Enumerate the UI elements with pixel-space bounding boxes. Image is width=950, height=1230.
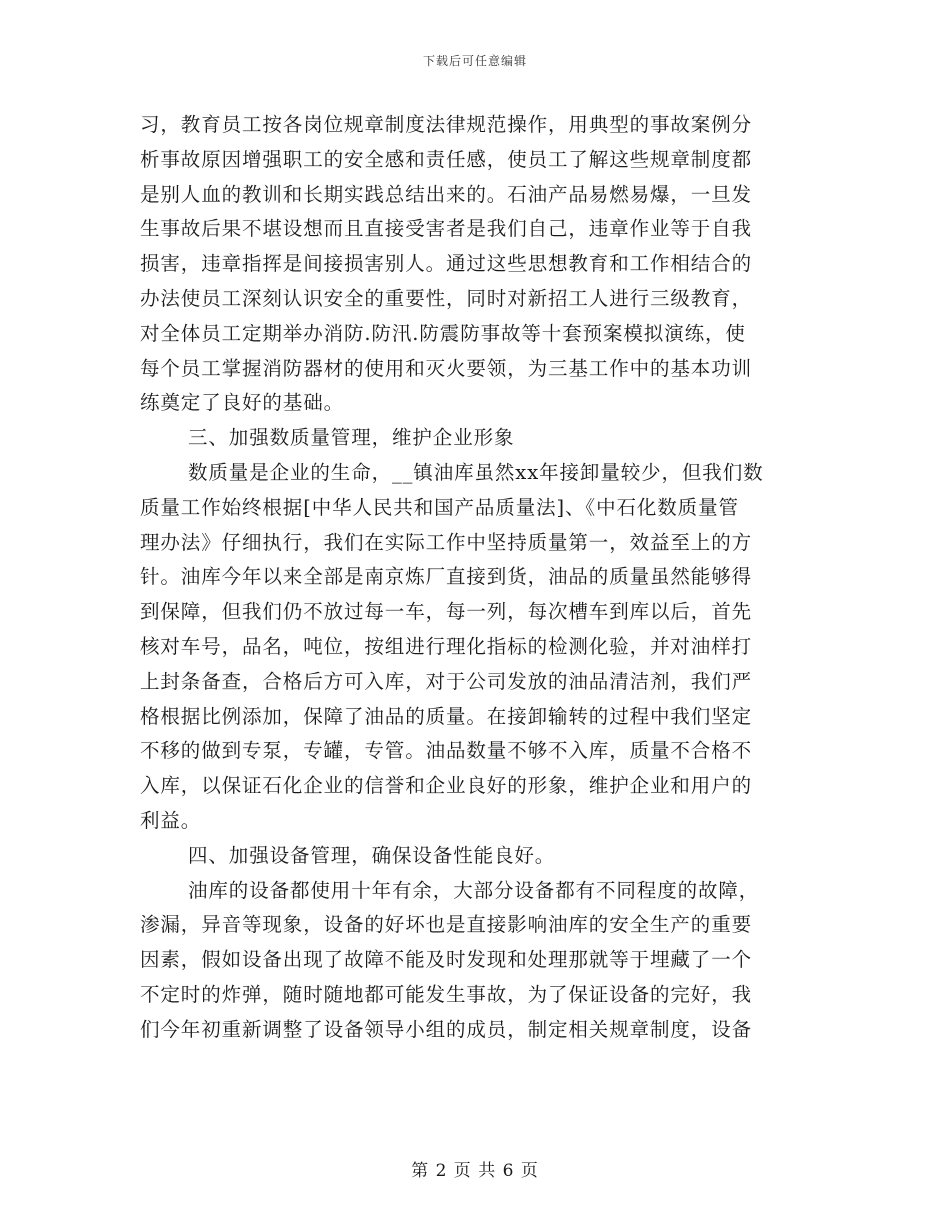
text-line: 办法使员工深刻认识安全的重要性，同时对新招工人进行三级教育， xyxy=(140,286,753,310)
text-line: 格根据比例添加，保障了油品的质量。在接卸输转的过程中我们坚定 xyxy=(140,704,753,728)
text-line: 数质量是企业的生命，__镇油库虽然xx年接卸量较少，但我们数 xyxy=(188,460,764,484)
text-line: 核对车号，品名，吨位，按组进行理化指标的检测化验，并对油样打 xyxy=(140,634,753,658)
text-line: 渗漏，异音等现象，设备的好坏也是直接影响油库的安全生产的重要 xyxy=(140,913,753,937)
text-line: 是别人血的教训和长期实践总结出来的。石油产品易燃易爆，一旦发 xyxy=(140,182,753,206)
text-line: 上封条备查，合格后方可入库，对于公司发放的油品清洁剂，我们严 xyxy=(140,669,753,693)
page-header: 下载后可任意编辑 xyxy=(422,54,527,68)
text-line: 不移的做到专泵，专罐，专管。油品数量不够不入库，质量不合格不 xyxy=(140,739,753,763)
text-line: 油库的设备都使用十年有余，大部分设备都有不同程度的故障， xyxy=(188,878,760,902)
text-line: 生事故后果不堪设想而且直接受害者是我们自己，违章作业等于自我 xyxy=(140,217,753,241)
text-line: 理办法》仔细执行，我们在实际工作中坚持质量第一，效益至上的方 xyxy=(140,530,753,554)
text-line: 因素，假如设备出现了故障不能及时发现和处理那就等于埋藏了一个 xyxy=(140,948,753,972)
text-line: 析事故原因增强职工的安全感和责任感，使员工了解这些规章制度都 xyxy=(140,147,753,171)
text-line: 四、加强设备管理，确保设备性能良好。 xyxy=(188,843,556,867)
text-line: 习，教育员工按各岗位规章制度法律规范操作，用典型的事故案例分 xyxy=(140,113,753,136)
text-line: 练奠定了良好的基础。 xyxy=(140,391,345,415)
document-body xyxy=(140,108,800,1048)
text-line: 损害，违章指挥是间接损害别人。通过这些思想教育和工作相结合的 xyxy=(140,252,753,276)
text-line: 不定时的炸弹，随时随地都可能发生事故，为了保证设备的完好，我 xyxy=(140,982,753,1006)
text-line: 针。油库今年以来全部是南京炼厂直接到货，油品的质量虽然能够得 xyxy=(140,565,753,589)
text-line: 质量工作始终根据[中华人民共和国产品质量法]、《中石化数质量管 xyxy=(140,495,739,519)
text-line: 对全体员工定期举办消防.防汛.防震防事故等十套预案模拟演练，使 xyxy=(140,321,746,345)
text-line: 三、加强数质量管理，维护企业形象 xyxy=(188,426,515,450)
text-line: 利益。 xyxy=(140,808,202,832)
text-line: 入库，以保证石化企业的信誉和企业良好的形象，维护企业和用户的 xyxy=(140,774,753,798)
text-line: 到保障，但我们仍不放过每一车，每一列，每次槽车到库以后，首先 xyxy=(140,600,753,624)
page-footer: 第 2 页 共 6 页 xyxy=(411,1161,539,1181)
text-line: 每个员工掌握消防器材的使用和灭火要领，为三基工作中的基本功训 xyxy=(140,356,753,380)
text-line: 们今年初重新调整了设备领导小组的成员，制定相关规章制度，设备 xyxy=(140,1017,753,1041)
